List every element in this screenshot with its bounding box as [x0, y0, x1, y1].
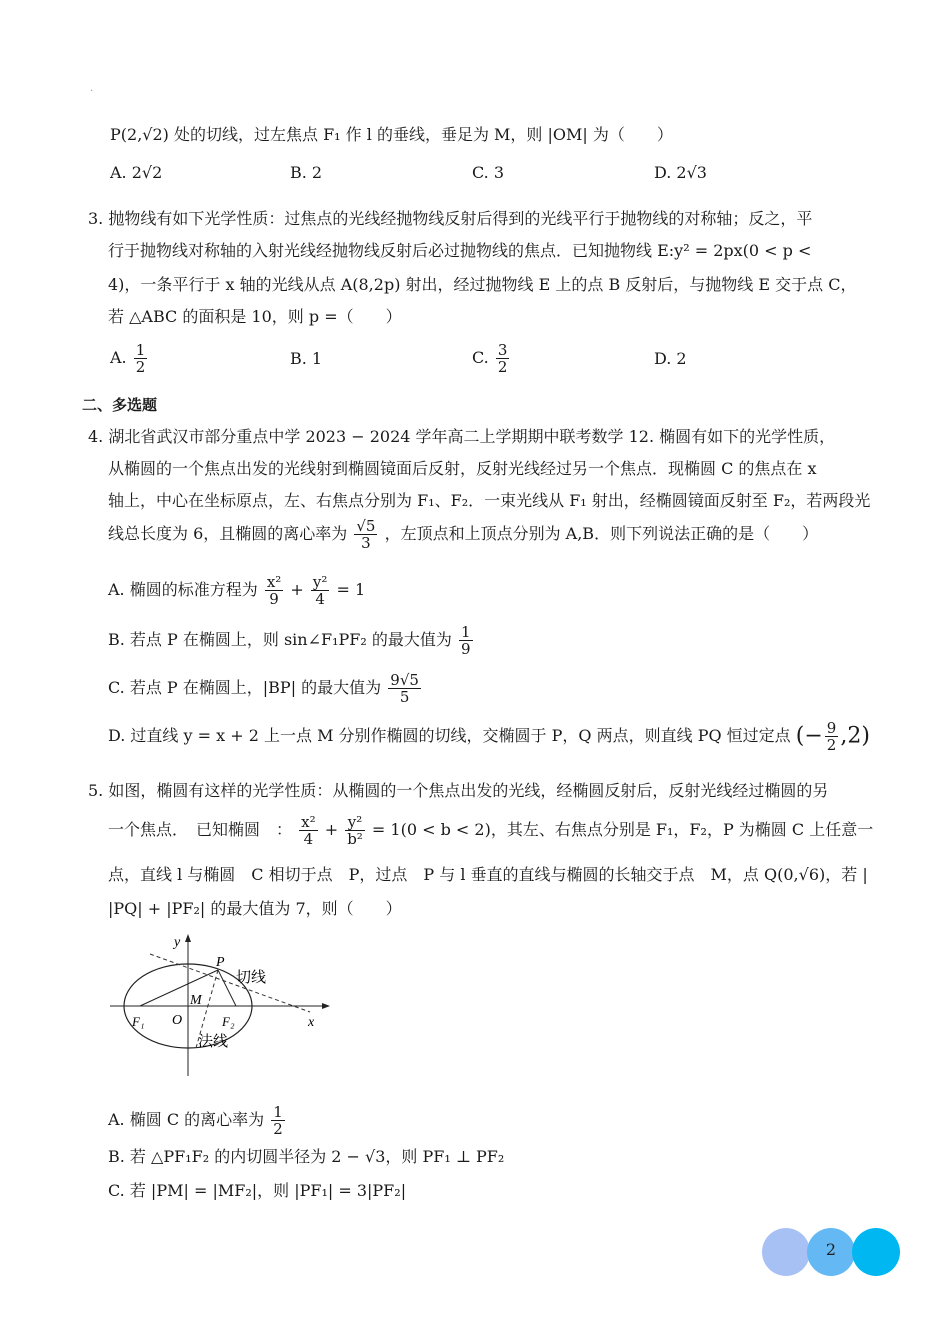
page-number-badge	[762, 1228, 900, 1278]
q4-line2: 从椭圆的一个焦点出发的光线射到椭圆镜面后反射，反射光线经过另一个焦点．现椭圆 C 的焦点在 x	[108, 459, 817, 478]
x-axis-label: x	[308, 1015, 315, 1030]
frac-den: 9	[460, 640, 471, 658]
focus-f2-label: F₂	[222, 1014, 235, 1029]
q4-option-a-tail: = 1	[336, 580, 366, 599]
q5-option-a-text: A. 椭圆 C 的离心率为	[108, 1110, 265, 1129]
frac-den: 2	[826, 736, 837, 754]
frac-num: 9	[826, 719, 837, 737]
q5-option-a-frac	[271, 1104, 285, 1137]
q3-option-d: D. 2	[654, 349, 687, 368]
q3-option-c-frac	[496, 342, 510, 375]
frac-num: 1	[135, 341, 146, 359]
frac-num: 1	[273, 1103, 283, 1121]
q3-option-c	[472, 342, 511, 375]
q3-option-a-frac	[134, 342, 148, 375]
q2-option-b: B. 2	[290, 163, 323, 182]
q5-line3: 点，直线 l 与椭圆 C 相切于点 P，过点 P 与 l 垂直的直线与椭圆的长轴交于点 M，点 Q(0,√6)，若 |	[108, 865, 868, 884]
q2-line1: P(2,√2) 处的切线，过左焦点 F₁ 作 l 的垂线，垂足为 M，则 |OM| 为（ ）	[110, 125, 673, 144]
q3-option-a-label: A.	[110, 348, 127, 367]
q4-option-b	[108, 624, 475, 657]
point-m-label: M	[190, 993, 202, 1008]
q2-option-a: A. 2√2	[110, 163, 163, 182]
q4-option-a-text: A. 椭圆的标准方程为	[108, 580, 258, 599]
section-header-multi-choice: 二、多选题	[82, 396, 158, 414]
q4-option-d-text: D. 过直线 y = x + 2 上一点 M 分别作椭圆的切线，交椭圆于 P，Q 两点，则直线 PQ 恒过定点	[108, 726, 791, 745]
q4-option-c	[108, 672, 423, 705]
frac-den: b²	[347, 830, 363, 848]
y-axis-label: y	[174, 935, 181, 950]
q4-eccentricity-frac	[354, 518, 377, 551]
q3-option-c-label: C.	[472, 348, 489, 367]
q5-option-a	[108, 1104, 287, 1137]
plus-sign: +	[290, 580, 304, 599]
q4-line4	[108, 518, 818, 551]
focus-f1-label: F₁	[132, 1014, 145, 1029]
paren-open: (−	[795, 723, 823, 749]
stray-dot: ·	[90, 86, 94, 97]
segment-pf1	[140, 970, 218, 1006]
origin-label: O	[172, 1013, 183, 1028]
q5-option-c: C. 若 |PM| = |MF₂|，则 |PF₁| = 3|PF₂|	[108, 1181, 407, 1200]
frac-num: 9√5	[390, 671, 419, 689]
q3-line2: 行于抛物线对称轴的入射光线经抛物线反射后必过抛物线的焦点．已知抛物线 E:y² = 2px(0 < p <	[108, 241, 812, 260]
frac-den: 4	[315, 590, 325, 608]
q3-line1: 3. 抛物线有如下光学性质：过焦点的光线经抛物线反射后得到的光线平行于抛物线的对称轴；反之，平	[88, 209, 813, 228]
q5-option-b: B. 若 △PF₁F₂ 的内切圆半径为 2 − √3，则 PF₁ ⊥ PF₂	[108, 1147, 505, 1166]
q5-line4: |PQ| + |PF₂| 的最大值为 7，则（ ）	[108, 899, 402, 918]
q4-option-a	[108, 574, 365, 607]
frac-num: x²	[266, 573, 282, 591]
q3-line4: 若 △ABC 的面积是 10，则 p =（ ）	[108, 307, 402, 326]
ellipse-diagram	[110, 930, 340, 1080]
y-axis-arrow	[185, 934, 191, 942]
q3-option-b: B. 1	[290, 349, 323, 368]
q4-option-c-text: C. 若点 P 在椭圆上，|BP| 的最大值为	[108, 678, 382, 697]
frac-num: √5	[356, 517, 376, 535]
q4-option-a-frac2	[311, 574, 330, 607]
q3-line3: 4)，一条平行于 x 轴的光线从点 A(8,2p) 射出，经过抛物线 E 上的点 B 反射后，与抛物线 E 交于点 C，	[108, 275, 857, 294]
normal-label: 法线	[198, 1032, 229, 1050]
q5-line2	[108, 814, 873, 847]
point-p-label: P	[216, 955, 225, 970]
q4-line4-text-b: ，左顶点和上顶点分别为 A,B．则下列说法正确的是（ ）	[384, 524, 819, 543]
page-number: 2	[825, 1240, 837, 1259]
q5-frac2	[345, 814, 365, 847]
q5-line2-text-a: 一个焦点． 已知椭圆 ：	[108, 820, 293, 839]
frac-den: 3	[361, 534, 371, 552]
q4-option-b-frac	[459, 624, 473, 657]
q3-option-a	[110, 342, 149, 375]
q4-option-a-frac1	[265, 574, 283, 607]
tangent-label: 切线	[236, 968, 267, 986]
q4-line4-text-a: 线总长度为 6，且椭圆的离心率为	[108, 524, 348, 543]
frac-den: 5	[399, 688, 410, 706]
frac-num: 1	[460, 623, 471, 641]
frac-den: 2	[135, 358, 146, 376]
frac-num: y²	[312, 573, 328, 591]
x-axis-arrow	[322, 1003, 330, 1009]
q5-frac1	[299, 814, 317, 847]
frac-num: 3	[497, 341, 508, 359]
frac-den: 2	[273, 1120, 283, 1138]
frac-num: x²	[301, 813, 316, 831]
q4-option-d-frac	[825, 720, 839, 753]
frac-den: 2	[497, 358, 508, 376]
q4-option-d	[108, 720, 870, 753]
q2-option-c: C. 3	[472, 163, 505, 182]
q4-line3: 轴上，中心在坐标原点，左、右焦点分别为 F₁、F₂．一束光线从 F₁ 射出，经椭圆镜面反射至 F₂，若两段光	[108, 491, 871, 510]
badge-circle-right	[852, 1228, 900, 1276]
paren-close: ,2)	[840, 723, 870, 749]
q4-option-c-frac	[388, 672, 421, 705]
badge-circle-left	[762, 1228, 810, 1276]
q4-option-b-text: B. 若点 P 在椭圆上，则 sin∠F₁PF₂ 的最大值为	[108, 630, 452, 649]
segment-pf2	[218, 970, 236, 1006]
q5-line1: 5. 如图，椭圆有这样的光学性质：从椭圆的一个焦点出发的光线，经椭圆反射后，反射光线经过椭圆的另	[88, 781, 829, 800]
q2-option-d: D. 2√3	[654, 163, 707, 182]
q4-line1: 4. 湖北省武汉市部分重点中学 2023 − 2024 学年高二上学期期中联考数学 12. 椭圆有如下的光学性质，	[88, 427, 836, 446]
plus-sign: +	[324, 820, 339, 839]
tangent-line	[150, 954, 310, 1012]
frac-den: 4	[303, 830, 314, 848]
q5-line2-text-b: = 1(0 < b < 2)，其左、右焦点分别是 F₁，F₂，P 为椭圆 C 上任意一	[371, 820, 874, 839]
frac-den: 9	[269, 590, 279, 608]
frac-num: y²	[345, 814, 365, 831]
